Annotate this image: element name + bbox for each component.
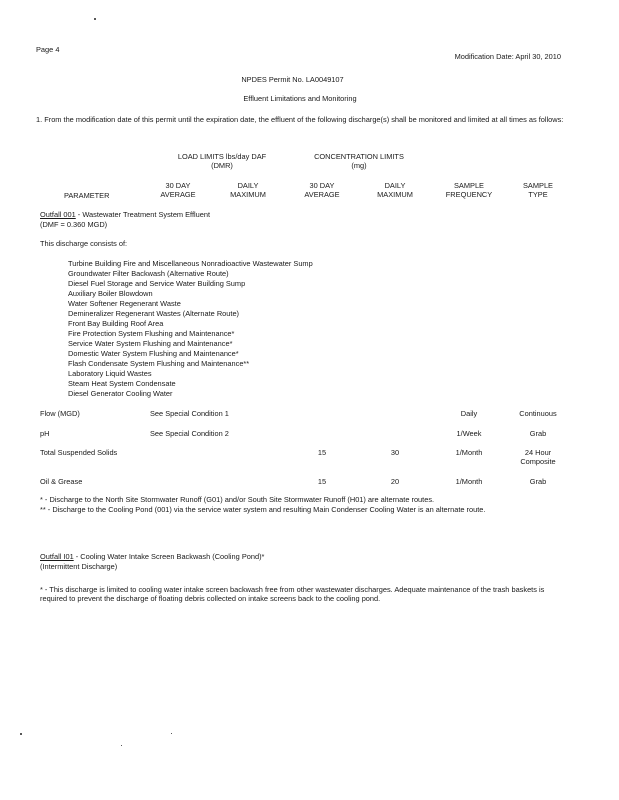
outfall-i01-footnote: * - This discharge is limited to cooling water intake screen backwash free from other wastewater discharges. Adequate maintenance of the trash baskets is required to prevent the discharge of floating debris collected on intake screens back to the cooling pond. [40, 585, 545, 603]
list-item: Groundwater Filter Backwash (Alternative Route) [68, 269, 229, 278]
col-conc-max: DAILY MAXIMUM [377, 181, 413, 199]
load-limits-header: LOAD LIMITS lbs/day DAF (DMR) [177, 152, 267, 170]
outfall-i01-heading: Outfall I01 - Cooling Water Intake Screen Backwash (Cooling Pond)* [40, 552, 265, 561]
list-item: Water Softener Regenerant Waste [68, 299, 181, 308]
row-type: Continuous [519, 409, 557, 418]
row-conc-avg: 15 [317, 477, 327, 486]
list-item: Steam Heat System Condensate [68, 379, 176, 388]
list-item: Diesel Generator Cooling Water [68, 389, 173, 398]
row-conc-avg: 15 [317, 448, 327, 457]
col-load-avg: 30 DAY AVERAGE [160, 181, 196, 199]
list-item: Front Bay Building Roof Area [68, 319, 164, 328]
col-conc-avg: 30 DAY AVERAGE [304, 181, 340, 199]
outfall-001-flow-note: (DMF = 0.360 MGD) [40, 220, 108, 229]
row-parameter: Flow (MGD) [40, 409, 80, 418]
outfall-i01-subtitle: (Intermittent Discharge) [40, 562, 118, 571]
row-frequency: 1/Week [456, 429, 482, 438]
row-condition: See Special Condition 2 [150, 429, 229, 438]
col-sample-type: SAMPLE TYPE [523, 181, 553, 199]
modification-date: Modification Date: April 30, 2010 [454, 52, 561, 61]
col-load-max: DAILY MAXIMUM [230, 181, 266, 199]
list-item: Flash Condensate System Flushing and Maintenance** [68, 359, 250, 368]
scan-speck [171, 733, 172, 734]
footnote-1: * - Discharge to the North Site Stormwater Runoff (G01) and/or South Site Stormwater Runoff (H01) are alternate routes. [40, 495, 435, 504]
row-conc-max: 30 [390, 448, 400, 457]
row-frequency: 1/Month [455, 448, 483, 457]
list-item: Diesel Fuel Storage and Service Water Building Sump [68, 279, 246, 288]
scan-speck [121, 745, 122, 746]
section-title: Effluent Limitations and Monitoring [243, 94, 357, 103]
list-item: Domestic Water System Flushing and Maintenance* [68, 349, 239, 358]
row-frequency: Daily [460, 409, 478, 418]
list-item: Service Water System Flushing and Maintenance* [68, 339, 233, 348]
list-item: Demineralizer Regenerant Wastes (Alternate Route) [68, 309, 240, 318]
row-conc-max: 20 [390, 477, 400, 486]
scan-speck [20, 733, 22, 735]
row-condition: See Special Condition 1 [150, 409, 229, 418]
concentration-limits-header: CONCENTRATION LIMITS (mg) [314, 152, 404, 170]
intro-paragraph: 1. From the modification date of this permit until the expiration date, the effluent of the following discharge(s) shall be monitored and limited at all times as follows: [36, 115, 564, 124]
list-item: Fire Protection System Flushing and Maintenance* [68, 329, 235, 338]
permit-number: NPDES Permit No. LA0049107 [241, 75, 344, 84]
row-type: Grab [529, 429, 547, 438]
col-sample-frequency: SAMPLE FREQUENCY [445, 181, 493, 199]
col-parameter: PARAMETER [64, 191, 110, 200]
row-frequency: 1/Month [455, 477, 483, 486]
footnote-2: ** - Discharge to the Cooling Pond (001) via the service water system and resulting Main Condenser Cooling Water is an alternate route. [40, 505, 486, 514]
scan-speck [94, 18, 96, 20]
consists-of-label: This discharge consists of: [40, 239, 128, 248]
list-item: Auxiliary Boiler Blowdown [68, 289, 153, 298]
row-type: 24 Hour Composite [520, 448, 556, 466]
page-label: Page 4 [36, 45, 60, 54]
list-item: Turbine Building Fire and Miscellaneous Nonradioactive Wastewater Sump [68, 259, 313, 268]
list-item: Laboratory Liquid Wastes [68, 369, 152, 378]
row-type: Grab [529, 477, 547, 486]
row-parameter: Oil & Grease [40, 477, 83, 486]
row-parameter: Total Suspended Solids [40, 448, 118, 457]
row-parameter: pH [40, 429, 50, 438]
outfall-001-heading: Outfall 001 - Wastewater Treatment System Effluent [40, 210, 211, 219]
